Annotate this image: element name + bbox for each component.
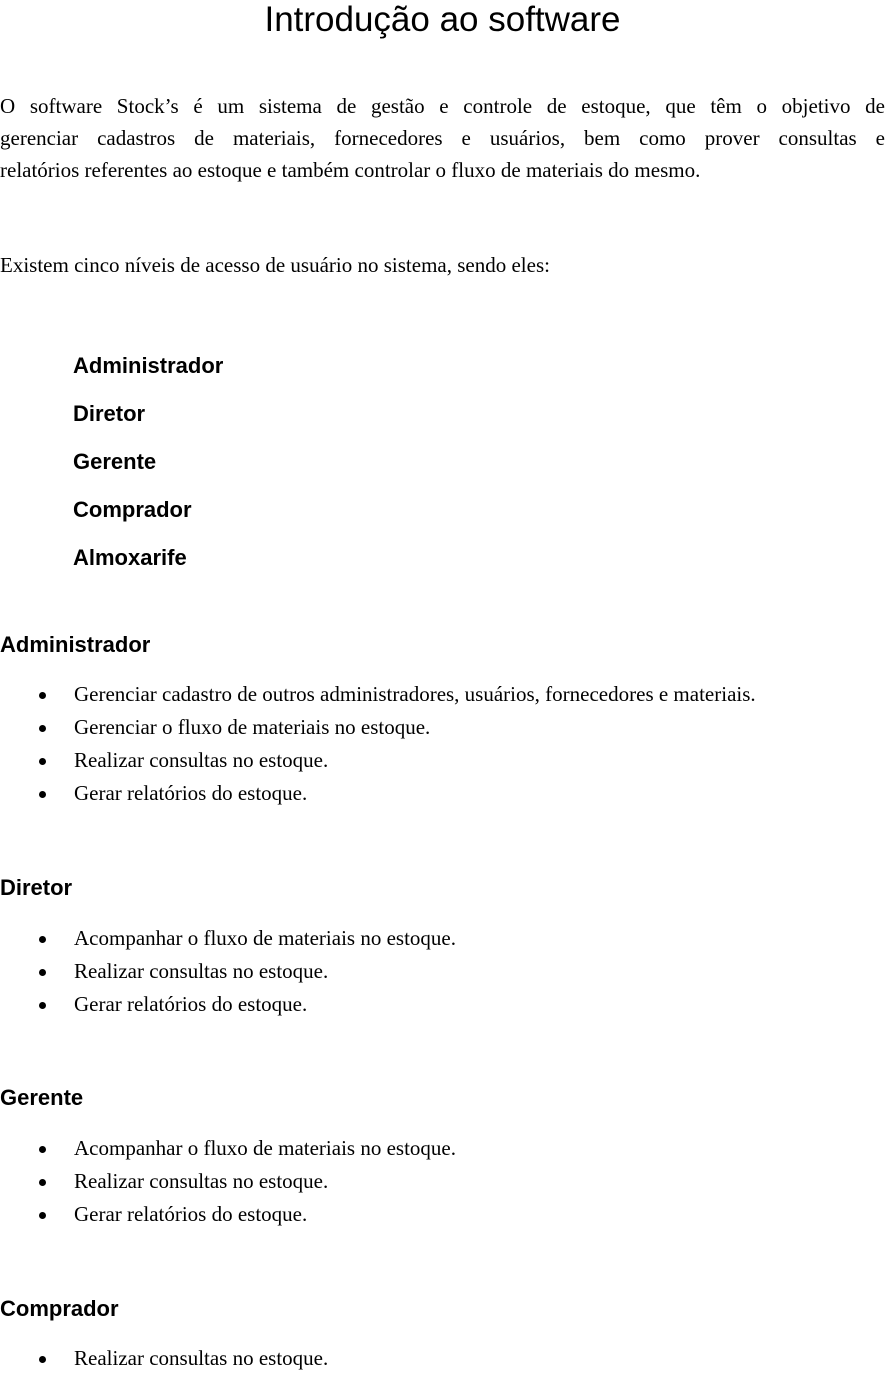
list-item-text: Gerenciar cadastro de outros administradores, usuários, fornecedores e materiais. — [74, 682, 756, 706]
section-list-diretor — [0, 922, 885, 1021]
list-item — [0, 1165, 885, 1198]
bullet-icon — [39, 692, 46, 699]
access-level-item: Almoxarife — [73, 545, 187, 570]
page-title: Introdução ao software — [264, 0, 621, 39]
section-heading-gerente: Gerente — [0, 1085, 84, 1110]
list-item-text: Realizar consultas no estoque. — [74, 1169, 329, 1193]
access-level-item: Administrador — [73, 353, 224, 378]
list-item — [0, 922, 885, 955]
section-heading-comprador: Comprador — [0, 1296, 119, 1321]
list-item-text: Acompanhar o fluxo de materiais no estoque. — [74, 926, 456, 950]
list-item-text: Gerar relatórios do estoque. — [74, 1202, 308, 1226]
list-item — [0, 1132, 885, 1165]
list-item — [0, 678, 885, 711]
bullet-icon — [39, 969, 46, 976]
access-level-item: Comprador — [73, 497, 192, 522]
access-level-item: Diretor — [73, 401, 146, 426]
list-item — [0, 988, 885, 1021]
list-item — [0, 1198, 885, 1231]
list-item-text: Gerenciar o fluxo de materiais no estoque. — [74, 715, 431, 739]
list-item — [0, 711, 885, 744]
bullet-icon — [39, 1179, 46, 1186]
intro-line: relatórios referentes ao estoque e também controlar o fluxo de materiais do mesmo. — [0, 158, 701, 182]
levels-intro-text: Existem cinco níveis de acesso de usuário no sistema, sendo eles: — [0, 253, 550, 277]
section-list-comprador — [0, 1342, 885, 1375]
section-heading-administrador: Administrador — [0, 632, 151, 657]
bullet-icon — [39, 791, 46, 798]
list-item — [0, 1342, 885, 1375]
intro-line: gerenciar cadastros de materiais, fornecedores e usuários, bem como prover consultas e — [0, 126, 885, 150]
bullet-icon — [39, 1002, 46, 1009]
list-item-text: Gerar relatórios do estoque. — [74, 781, 308, 805]
intro-paragraph — [0, 90, 885, 186]
list-item-text: Acompanhar o fluxo de materiais no estoque. — [74, 1136, 456, 1160]
list-item-text: Realizar consultas no estoque. — [74, 1346, 329, 1370]
bullet-icon — [39, 725, 46, 732]
list-item — [0, 955, 885, 988]
section-heading-diretor: Diretor — [0, 875, 73, 900]
intro-line: O software Stock’s é um sistema de gestão e controle de estoque, que têm o objetivo de — [0, 94, 885, 118]
bullet-icon — [39, 1356, 46, 1363]
bullet-icon — [39, 1146, 46, 1153]
bullet-icon — [39, 758, 46, 765]
access-level-item: Gerente — [73, 449, 157, 474]
bullet-icon — [39, 1212, 46, 1219]
section-list-administrador — [0, 678, 885, 810]
list-item-text: Realizar consultas no estoque. — [74, 959, 329, 983]
bullet-icon — [39, 936, 46, 943]
list-item — [0, 744, 885, 777]
list-item — [0, 777, 885, 810]
list-item-text: Realizar consultas no estoque. — [74, 748, 329, 772]
list-item-text: Gerar relatórios do estoque. — [74, 992, 308, 1016]
section-list-gerente — [0, 1132, 885, 1231]
access-levels-list — [73, 342, 223, 582]
